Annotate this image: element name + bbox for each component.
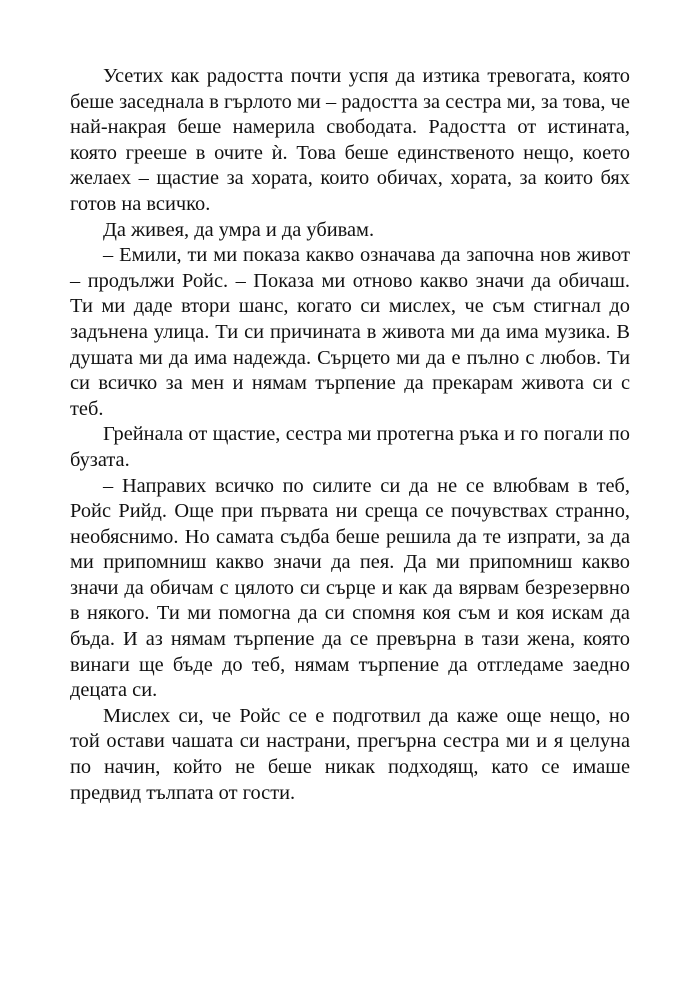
paragraph-1: Усетих как радостта почти успя да изтика тревогата, която беше заседнала в гърлото ми – радостта за сестра ми, за това, че най-накрая беше намерила свободата. Радостта от истината, която грееше в очите ѝ. Това беше единственото нещо, което желаех – щастие за хората, които обичах, хората, за които бях готов на всичко. [70,65,630,215]
paragraph-6: Мислех си, че Ройс се е подготвил да каже още нещо, но той остави чашата си настрани, прегърна сестра ми и я целуна по начин, който не беше никак подходящ, като се имаше предвид тълпата от гости. [70,704,630,804]
document-page [70,64,630,806]
paragraph-5: – Направих всичко по силите си да не се влюбвам в теб, Ройс Рийд. Още при първата ни среща се почувствах странно, необяснимо. Но самата съдба беше решила да те изпрати, за да ми припомниш какво значи да пея. Да ми припомниш какво значи да обичам с цялото си сърце и как да вярвам безрезервно в някого. Ти ми помогна да си спомня коя съм и коя искам да бъда. И аз нямам търпение да се превърна в тази жена, която винаги ще бъде до теб, нямам търпение да отгледаме заедно децата си. [70,474,630,702]
paragraph-3: – Емили, ти ми показа какво означава да започна нов живот – продължи Ройс. – Показа ми отново какво значи да обичаш. Ти ми даде втори шанс, когато си мислех, че съм стигнал до задънена улица. Ти си причината в живота ми да има музика. В душата ми да има надежда. Сърцето ми да е пълно с любов. Ти си всичко за мен и нямам търпение да прекарам живота си с теб. [70,244,630,420]
paragraph-2: Да живея, да умра и да убивам. [103,218,375,241]
paragraph-4: Грейнала от щастие, сестра ми протегна ръка и го погали по бузата. [70,423,630,471]
